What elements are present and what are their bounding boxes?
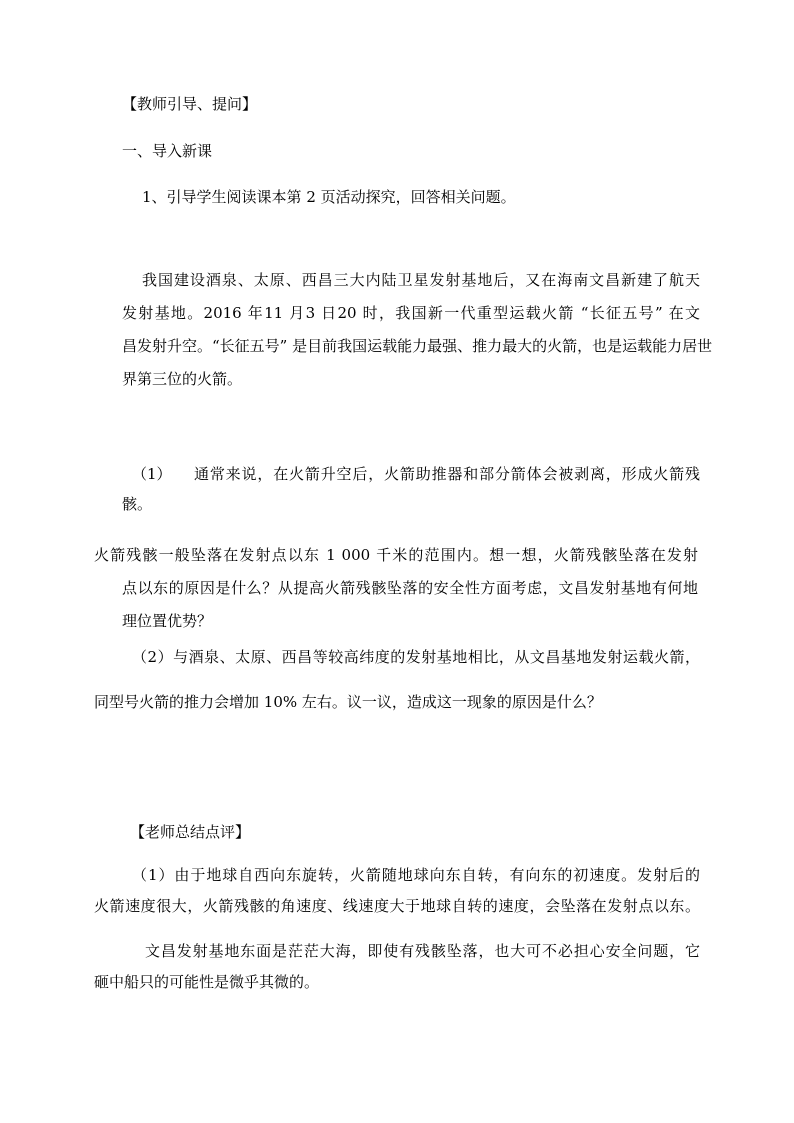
teacher-guide-heading: 【教师引导、提问】 <box>122 95 258 113</box>
answer2-line2: 砸中船只的可能性是微乎其微的。 <box>94 973 320 991</box>
question1-line2: 骸。 <box>122 495 153 513</box>
answer1-line1: （1）由于地球自西向东旋转，火箭随地球向东自转，有向东的初速度。发射后的 <box>132 866 700 884</box>
background-paragraph <box>122 264 713 396</box>
question1-continuation <box>94 539 698 638</box>
question2-line1: （2）与酒泉、太原、西昌等较高纬度的发射基地相比，从文昌基地发射运载火箭， <box>132 648 700 666</box>
section-title: 一、导入新课 <box>122 142 213 160</box>
question1-line1: 通常来说，在火箭升空后，火箭助推器和部分箭体会被剥离，形成火箭残 <box>194 465 700 483</box>
question2-line2: 同型号火箭的推力会增加 10% 左右。议一议，造成这一现象的原因是什么？ <box>94 693 602 711</box>
background-line-3: 昌发射升空。“长征五号” 是目前我国运载能力最强、推力最大的火箭，也是运载能力居世 <box>122 337 713 355</box>
question1-cont-line-2: 点以东的原因是什么？从提高火箭残骸坠落的安全性方面考虑，文昌发射基地有何地 <box>122 579 698 597</box>
instruction-text: 1、引导学生阅读课本第 2 页活动探究，回答相关问题。 <box>142 188 516 206</box>
background-line-2: 发射基地。2016 年11 月3 日20 时，我国新一代重型运载火箭 “长征五号” 在文 <box>122 304 700 322</box>
background-line-4: 界第三位的火箭。 <box>122 370 243 388</box>
summary-heading: 【老师总结点评】 <box>130 823 251 841</box>
answer2-line1: 文昌发射基地东面是茫茫大海，即使有残骸坠落，也大可不必担心安全问题，它 <box>145 942 700 960</box>
background-line-1: 我国建设酒泉、太原、西昌三大内陆卫星发射基地后，又在海南文昌新建了航天 <box>142 271 700 289</box>
question1-number: （1） <box>132 465 172 483</box>
answer1-line2: 火箭速度很大，火箭残骸的角速度、线速度大于地球自转的速度，会坠落在发射点以东。 <box>94 897 700 915</box>
question1-cont-line-1: 火箭残骸一般坠落在发射点以东 1 000 千米的范围内。想一想，火箭残骸坠落在发射 <box>94 546 698 564</box>
question1-cont-line-3: 理位置优势？ <box>122 612 213 630</box>
